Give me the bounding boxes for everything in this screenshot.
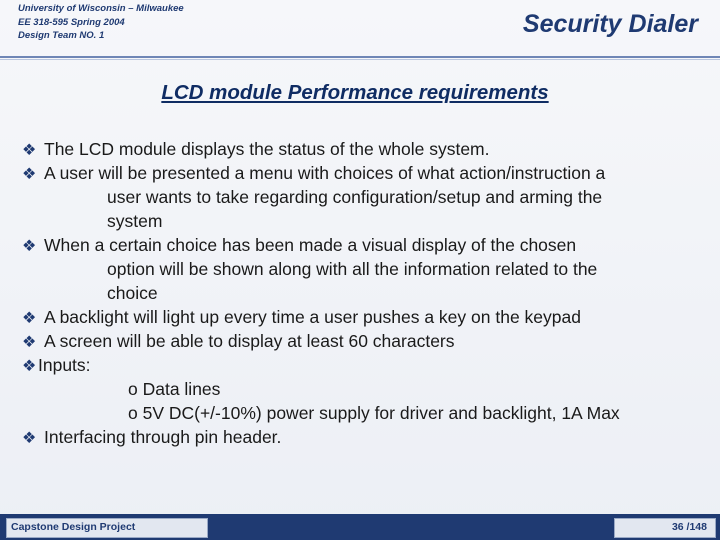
sub-bullet: o Data lines: [128, 379, 221, 399]
bullet-item: [22, 137, 712, 161]
bullet-item: [22, 233, 712, 257]
bullet-item: [22, 305, 712, 329]
presentation-title: Security Dialer: [522, 10, 698, 38]
bullet-continuation: user wants to take regarding configuration/setup and arming the: [107, 187, 603, 207]
bullet-item: [22, 353, 712, 377]
page-number-box: [614, 518, 716, 538]
bullet-item: [22, 161, 712, 185]
course-code: EE 318-595 Spring 2004: [18, 16, 125, 28]
bullet-item: [22, 329, 712, 353]
diamond-bullet-icon: ❖: [22, 166, 37, 183]
slide-heading: LCD module Performance requirements: [161, 81, 549, 104]
diamond-bullet-icon: ❖: [22, 142, 37, 159]
sub-bullet: o 5V DC(+/-10%) power supply for driver and backlight, 1A Max: [128, 403, 620, 423]
bullet-list: [22, 137, 712, 449]
bullet-item: [22, 425, 712, 449]
bullet-continuation: choice: [107, 283, 158, 303]
page-number: 36 /148: [671, 521, 707, 533]
diamond-bullet-icon: ❖: [22, 334, 37, 351]
footer-label: Capstone Design Project: [11, 521, 136, 533]
bullet-text: A screen will be able to display at least 60 characters: [44, 331, 455, 351]
bullet-text: The LCD module displays the status of the whole system.: [44, 139, 490, 159]
bullet-continuation: system: [107, 211, 163, 231]
diamond-bullet-icon: ❖: [22, 238, 37, 255]
bullet-text: A backlight will light up every time a user pushes a key on the keypad: [44, 307, 581, 327]
diamond-bullet-icon: ❖: [22, 430, 37, 447]
bullet-text: When a certain choice has been made a visual display of the chosen: [44, 235, 577, 255]
bullet-text: Inputs:: [38, 355, 91, 375]
header-divider-thin: [0, 59, 720, 60]
team-name: Design Team NO. 1: [18, 30, 105, 41]
bullet-continuation: option will be shown along with all the information related to the: [107, 259, 598, 279]
bullet-text: A user will be presented a menu with choices of what action/instruction a: [44, 163, 606, 183]
diamond-bullet-icon: ❖: [22, 310, 37, 327]
diamond-bullet-icon: ❖: [22, 358, 37, 375]
footer-label-box: [6, 518, 208, 538]
header-divider: [0, 56, 720, 58]
course-info: [18, 2, 184, 43]
university-name: University of Wisconsin – Milwaukee: [18, 3, 184, 14]
bullet-text: Interfacing through pin header.: [44, 427, 282, 447]
